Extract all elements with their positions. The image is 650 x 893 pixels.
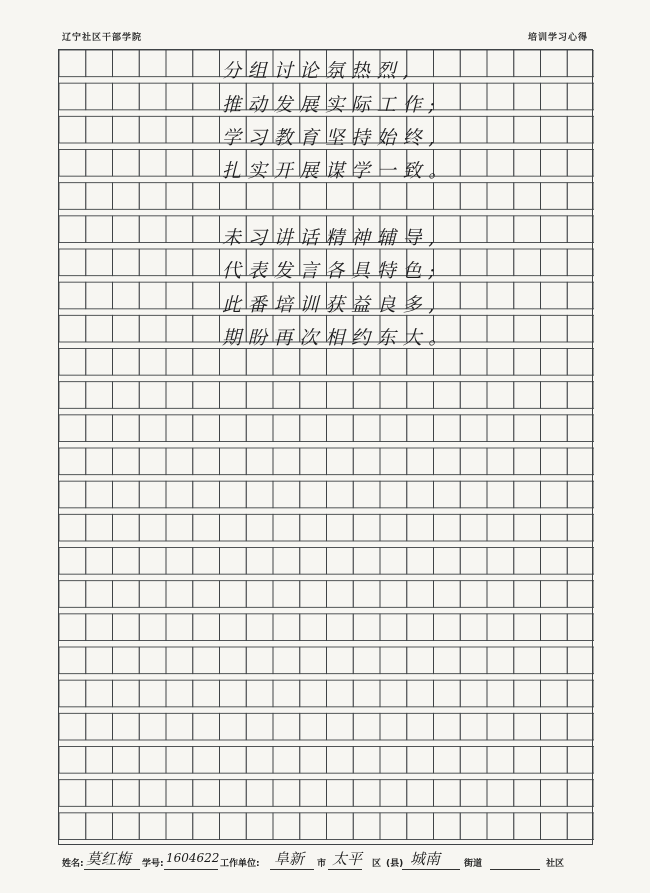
name-label: 姓名: xyxy=(62,859,84,869)
district-label: 区 xyxy=(372,859,382,869)
city-label: 市 xyxy=(317,859,327,869)
id-underline xyxy=(164,869,218,870)
essay-line: 推动发展实际工作; xyxy=(222,94,442,116)
essay-line: 扎实开展谋学一致。 xyxy=(222,160,455,182)
essay-line: 分组讨论氛热烈, xyxy=(222,60,416,82)
street-value: 城南 xyxy=(410,850,441,868)
community-underline xyxy=(490,869,540,870)
essay-line: 代表发言各具特色; xyxy=(222,260,442,282)
city-value: 阜新 xyxy=(274,850,305,868)
essay-line: 期盼再次相约东大。 xyxy=(222,327,455,349)
name-underline xyxy=(84,869,140,870)
document-type-label: 培训学习心得 xyxy=(527,33,588,43)
street-label: 街道 xyxy=(464,859,483,869)
student-id-label: 学号: xyxy=(142,859,164,869)
essay-line: 未习讲话精神辅导, xyxy=(222,227,442,249)
district-value: 太平 xyxy=(332,850,363,868)
student-info-footer xyxy=(62,850,602,870)
community-label: 社区 xyxy=(546,859,565,869)
work-unit-label: 工作单位: xyxy=(220,859,260,869)
street-underline xyxy=(402,869,460,870)
essay-line: 此番培训获益良多, xyxy=(222,294,442,316)
essay-line: 学习教育坚持始终, xyxy=(222,127,442,149)
city-underline xyxy=(270,869,314,870)
name-value: 莫红梅 xyxy=(86,850,132,868)
district-underline xyxy=(328,869,362,870)
student-id-value: 1604622 xyxy=(166,851,220,865)
county-label: (县) xyxy=(386,859,404,869)
institution-name: 辽宁社区干部学院 xyxy=(62,33,143,43)
